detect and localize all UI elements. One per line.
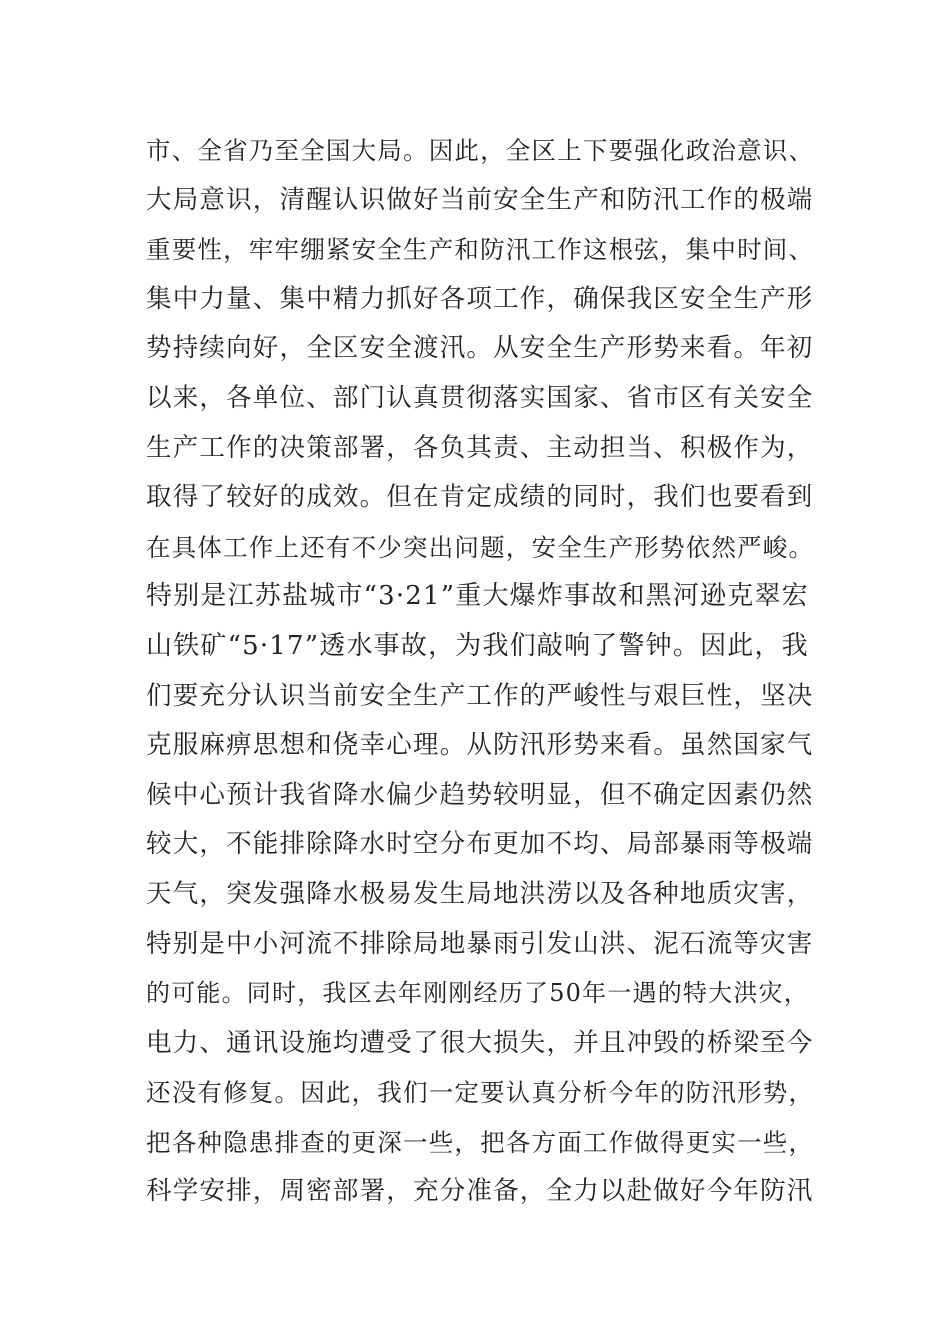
text-line: 重要性，牢牢绷紧安全生产和防汛工作这根弦，集中时间、 xyxy=(146,235,815,265)
text-line: 集中力量、集中精力抓好各项工作，确保我区安全生产形 xyxy=(146,283,814,314)
text-line: 在具体工作上还有不少突出问题，安全生产形势依然严峻。 xyxy=(146,532,815,562)
text-line: 克服麻痹思想和侥幸心理。从防汛形势来看。虽然国家气 xyxy=(146,730,814,761)
text-line: 较大，不能排除降水时空分布更加不均、局部暴雨等极端 xyxy=(146,829,814,860)
text-line: 以来，各单位、部门认真贯彻落实国家、省市区有关安全 xyxy=(146,382,814,413)
text-line: 生产工作的决策部署，各负其责、主动担当、积极作为， xyxy=(146,432,814,463)
text-line: 特别是中小河流不排除局地暴雨引发山洪、泥石流等灾害 xyxy=(146,928,814,959)
body-text xyxy=(146,126,816,1217)
text-line: 市、全省乃至全国大局。因此，全区上下要强化政治意识、 xyxy=(146,136,815,165)
text-line: 势持续向好，全区安全渡汛。从安全生产形势来看。年初 xyxy=(146,333,814,364)
text-line: 还没有修复。因此，我们一定要认真分析今年的防汛形势， xyxy=(146,1078,815,1108)
text-line: 们要充分认识当前安全生产工作的严峻性与艰巨性，坚决 xyxy=(146,680,814,711)
text-line: 候中心预计我省降水偏少趋势较明显，但不确定因素仍然 xyxy=(146,779,814,810)
text-line: 山铁矿“5·17”透水事故，为我们敲响了警钟。因此，我 xyxy=(146,630,809,661)
text-line: 特别是江苏盐城市“3·21”重大爆炸事故和黑河逊克翠宏 xyxy=(146,581,809,612)
text-line: 科学安排，周密部署，充分准备，全力以赴做好今年防汛 xyxy=(146,1176,814,1207)
text-line: 的可能。同时，我区去年刚刚经历了50年一遇的特大洪灾， xyxy=(146,979,809,1008)
text-line: 大局意识，清醒认识做好当前安全生产和防汛工作的极端 xyxy=(146,184,814,215)
text-line: 把各种隐患排查的更深一些，把各方面工作做得更实一些， xyxy=(146,1127,815,1157)
text-line: 取得了较好的成效。但在肯定成绩的同时，我们也要看到 xyxy=(146,482,814,513)
text-line: 电力、通讯设施均遭受了很大损失，并且冲毁的桥梁至今 xyxy=(146,1027,814,1058)
text-line: 天气，突发强降水极易发生局地洪涝以及各种地质灾害， xyxy=(146,878,814,909)
